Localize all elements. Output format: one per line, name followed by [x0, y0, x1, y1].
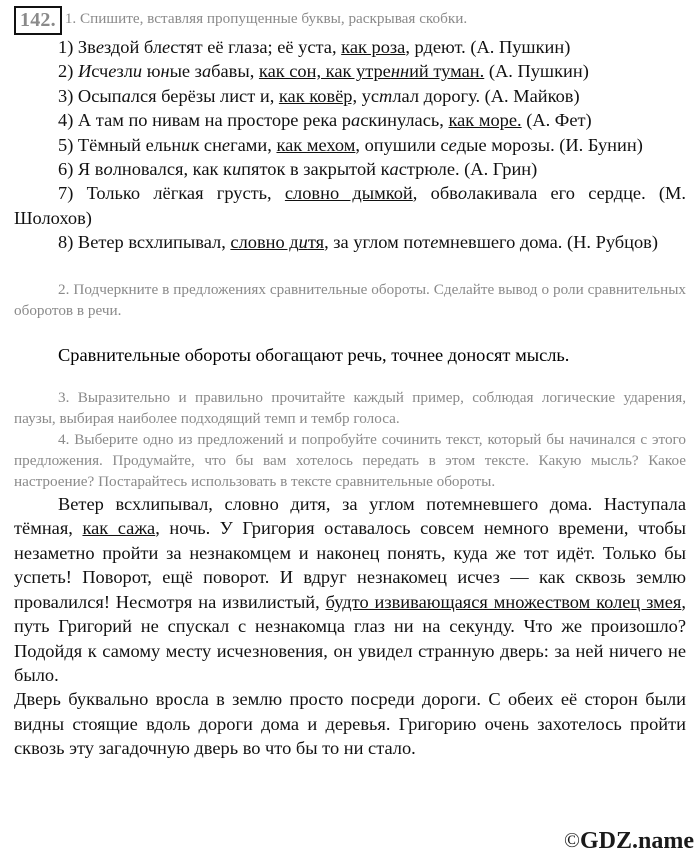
inserted-letter: е: [108, 61, 117, 82]
comparative-phrase: словно дитя: [230, 232, 325, 253]
sentence-item: 3) Осыпался берёзы лист и, как ковёр, устлал дорогу. (А. Майков): [58, 85, 580, 106]
answer-2-text: Сравнительные обороты обогащают речь, точнее доносят мысль.: [58, 344, 570, 365]
inserted-letter: н: [160, 61, 170, 82]
sentence-marker: 3): [58, 85, 74, 106]
spacer: [0, 371, 700, 387]
inserted-letter: и: [132, 61, 143, 82]
inserted-letter: т: [379, 85, 393, 106]
inserted-letter: е: [448, 134, 457, 155]
story-text-a: Ветер всхлипывал, словно дитя, за углом потемневшего дома. Наступала тёмная,: [14, 494, 686, 539]
sentence-item: 2) Исчезли юные забавы, как сон, как утренний туман. (А. Пушкин): [58, 61, 589, 82]
inserted-letter: е: [430, 232, 439, 253]
sentence-marker: 2): [58, 61, 74, 82]
sentence-marker: 6): [58, 159, 74, 180]
comparative-phrase: как ковёр,: [278, 85, 358, 106]
inserted-letter: а: [389, 159, 399, 180]
sentence-marker: 7): [58, 183, 74, 204]
comparative-phrase: как сон, как утренний туман.: [258, 61, 485, 82]
inserted-letter: е: [95, 37, 104, 57]
inserted-letter: а: [121, 85, 131, 106]
inserted-letter: и: [231, 159, 242, 180]
gdz-watermark: [564, 828, 694, 855]
inserted-letter: и: [181, 134, 191, 155]
comparative-phrase: как сажа: [82, 518, 156, 539]
inserted-letter: а: [201, 61, 212, 82]
sentence-marker: 1): [58, 37, 74, 57]
sentence-item: 4) А там по нивам на просторе река раскинулась, как море. (А. Фет): [58, 110, 592, 131]
inserted-letter: е: [162, 37, 171, 57]
task-4-text: 4. Выберите одно из предложений и попробуйте сочинить текст, который бы начинался с этого предложения. Продумайте, что бы вам хотелось передать в этом тексте. Какую мысль? Какое настроение? Постарайтесь использовать в тексте сравнительные обороты.: [14, 431, 686, 491]
task-1-label: 1. Спишите, вставляя пропущенные буквы, раскрывая скобки.: [64, 10, 468, 27]
copyright-icon: ©: [564, 828, 580, 852]
story-paragraph-1: [0, 492, 700, 687]
sentence-item: 1) Звездой блестят её глаза; её уста, как роза, рдеют. (А. Пушкин): [58, 37, 571, 57]
inserted-letter: И: [77, 61, 92, 82]
sentence-marker: 4): [58, 110, 74, 131]
sentence-item: 7) Только лёгкая грусть, словно дымкой, обволакивала его сердце. (М. Шолохов): [14, 183, 686, 228]
sentence-item: 5) Тёмный ельник снегами, как мехом, опушили седые морозы. (И. Бунин): [58, 134, 643, 155]
spacer: [0, 255, 700, 279]
task-2-text: 2. Подчеркните в предложениях сравнительные обороты. Сделайте вывод о роли сравнительных оборотов в речи.: [14, 280, 686, 319]
inserted-letter: а: [351, 110, 361, 131]
task-3-text: 3. Выразительно и правильно прочитайте каждый пример, соблюдая логические ударения, паузы, выбирая наиболее подходящий темп и тембр голоса.: [14, 389, 686, 428]
task-1-heading-row: [0, 0, 700, 35]
story-text-b: , ночь. У Григория оставалось совсем немного времени, чтобы незаметно пройти за незнакомцем и наконец понять, куда же тот идёт. Только бы успеть! Поворот, ещё поворот. И вдруг незнакомец исчез — как сквозь землю провалился! Несмотря на извилистый,: [14, 518, 686, 612]
comparative-phrase: будто извивающаяся множеством колец змея: [325, 591, 682, 612]
inserted-letter: о: [103, 159, 113, 180]
sentence-marker: 5): [58, 134, 74, 155]
exercise-number-badge: 142.: [14, 6, 62, 35]
comparative-phrase: как мехом: [276, 134, 356, 155]
story-text-c: , путь Григорий не спускал с незнакомца глаз ни на секунду. Что же произошло? Подойдя к самому месту исчезновения, он увидел странную дверь: за ней ничего не было.: [14, 591, 686, 685]
comparative-phrase: как роза: [341, 37, 406, 57]
inserted-letter: о: [457, 183, 468, 204]
sentence-marker: 8): [58, 232, 74, 253]
story-paragraph-2: Дверь буквально вросла в землю просто посреди дороги. С обеих её сторон были видны стоящие вдоль дороги дома и деревья. Григорию очень захотелось пройти сквозь эту загадочную дверь во что бы то ни стало.: [14, 689, 686, 759]
sentence-item: 8) Ветер всхлипывал, словно дитя, за углом потемневшего дома. (Н. Рубцов): [58, 232, 658, 253]
watermark-text: GDZ.name: [580, 828, 694, 854]
comparative-phrase: словно дымкой: [284, 183, 413, 204]
sentence-item: 6) Я волновался, как кипяток в закрытой кастрюле. (А. Грин): [58, 159, 538, 180]
comparative-phrase: как море.: [448, 110, 522, 131]
inserted-letter: е: [221, 134, 231, 155]
